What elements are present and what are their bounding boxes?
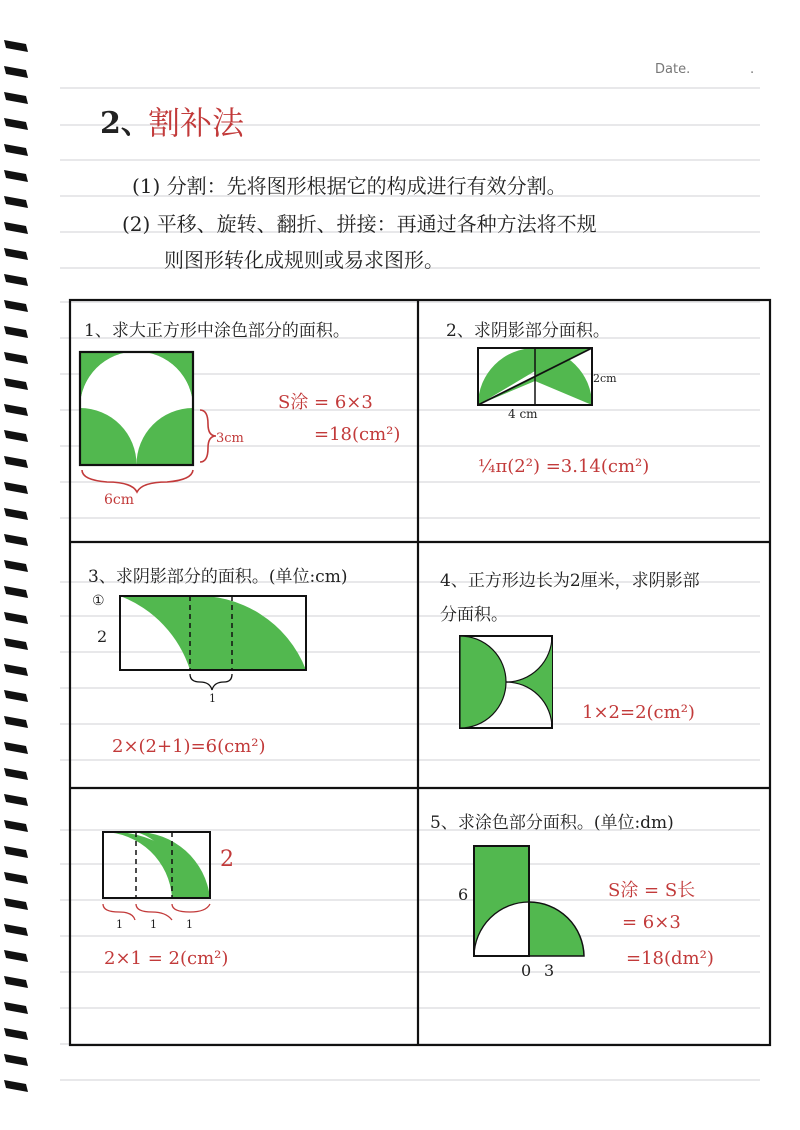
p1-answer-line-2: =18(cm²) [314, 424, 401, 445]
p3-answer: 2×(2+1)=6(cm²) [112, 736, 266, 757]
p3b-label-two: 2 [220, 847, 234, 872]
note-line-2: (2) 平移、旋转、翻折、拼接：再通过各种方法将不规 [122, 212, 597, 236]
p2-width-label: 4 cm [508, 407, 538, 421]
section-title: 割补法 [148, 104, 245, 142]
p1-bottom-label: 6cm [104, 492, 135, 508]
note-line-1: (1) 分割：先将图形根据它的构成进行有效分割。 [132, 174, 567, 198]
p1-answer-line-1: S涂 = 6×3 [278, 392, 373, 413]
p3-question: 3、求阴影部分的面积。(单位:cm) [88, 567, 348, 587]
p5-answer-line-2: = 6×3 [622, 912, 681, 933]
p4-question-line-2: 分面积。 [440, 605, 508, 625]
p5-figure [474, 846, 584, 956]
p3b-tick-3: 1 [186, 918, 193, 931]
p1-question: 1、求大正方形中涂色部分的面积。 [84, 321, 350, 341]
date-dot: . [750, 62, 755, 77]
p3b-tick-1: 1 [116, 918, 123, 931]
p2-answer: ¼π(2²) =3.14(cm²) [478, 456, 650, 477]
p5-answer-line-3: =18(dm²) [626, 948, 714, 969]
p4-question-line-1: 4、正方形边长为2厘米，求阴影部 [440, 571, 700, 591]
p4-figure [460, 636, 552, 728]
p2-height-label: 2cm [593, 372, 617, 385]
p4-answer: 1×2=2(cm²) [582, 702, 695, 723]
p5-label-three: 3 [544, 961, 555, 980]
p3-label-one-top: ① [92, 593, 105, 609]
p2-figure [478, 348, 592, 405]
p2-question: 2、求阴影部分面积。 [446, 321, 610, 341]
p3-label-one-bottom: 1 [209, 692, 216, 705]
p3b-answer: 2×1 = 2(cm²) [104, 948, 229, 969]
date-label: Date. [655, 62, 691, 77]
p3-figure [120, 596, 306, 690]
p3-label-two: 2 [97, 627, 108, 646]
p1-side-label: 3cm [216, 431, 244, 446]
p3b-figure [103, 832, 210, 920]
note-line-3: 则图形转化成规则或易求图形。 [164, 248, 444, 272]
p5-label-zero: 0 [521, 961, 532, 980]
p5-question: 5、求涂色部分面积。(单位:dm) [430, 813, 674, 833]
section-number: 2、 [100, 106, 151, 141]
p3b-tick-2: 1 [150, 918, 157, 931]
p5-answer-line-1: S涂 = S长 [608, 880, 696, 901]
p5-label-six: 6 [458, 885, 469, 904]
p1-figure [80, 352, 216, 493]
